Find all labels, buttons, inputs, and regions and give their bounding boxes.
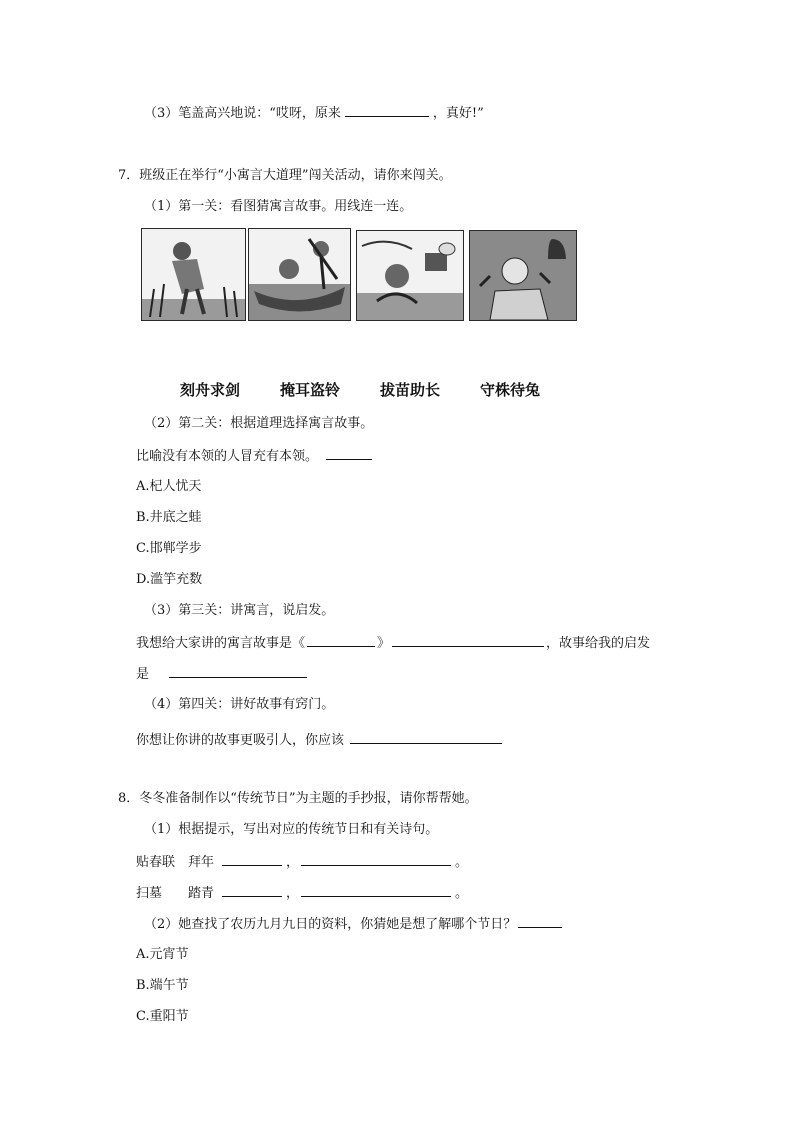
q8-row2-label: 扫墓 踏青: [136, 886, 215, 901]
q8-row1-festival-blank[interactable]: [222, 853, 282, 866]
q7-part2: （2）第二关：根据道理选择寓言故事。: [144, 416, 374, 431]
q7-option-c[interactable]: C.邯郸学步: [136, 541, 202, 556]
q7-part3-line1-b: 》: [377, 636, 391, 651]
q7-part3-line2: [136, 665, 311, 684]
q8-part2-text: （2）她查找了农历九月九日的资料，你猜她是想了解哪个节日？: [144, 917, 517, 932]
q8-row1-label: 贴春联 拜年: [136, 855, 215, 870]
q8-row2-end: 。: [455, 886, 469, 901]
q7-part4: （4）第四关：讲好故事有窍门。: [144, 697, 335, 712]
fable-label-1[interactable]: 刻舟求剑: [180, 381, 241, 399]
q7-inspiration-blank[interactable]: [169, 665, 307, 678]
fable-picture-3: [356, 230, 464, 321]
q8-row1-sep: ，: [286, 855, 300, 870]
q8-row2-poem-blank[interactable]: [301, 884, 451, 897]
q8-option-c[interactable]: C.重阳节: [136, 1009, 189, 1024]
q6-sub3-blank[interactable]: [345, 104, 429, 117]
q8-row2-sep: ，: [286, 886, 300, 901]
q7-part3: （3）第三关：讲寓言，说启发。: [144, 603, 335, 618]
q7-part4-question: [136, 731, 506, 750]
q8-row2-festival-blank[interactable]: [222, 884, 282, 897]
fable-label-3[interactable]: 拔苗助长: [380, 381, 441, 399]
q7-part2-blank[interactable]: [326, 447, 372, 460]
q7-part1: （1）第一关：看图猜寓言故事。用线连一连。: [144, 199, 413, 214]
q8-part2: [144, 915, 566, 934]
fable-picture-1: [141, 228, 246, 321]
farmer-pulling-seedlings-icon: [142, 229, 245, 320]
fable-picture-2: [248, 228, 351, 321]
q7-part2-question-text: 比喻没有本领的人冒充有本领。: [136, 449, 319, 464]
rabbit-stump-icon: [357, 231, 463, 320]
q7-part4-question-text: 你想让你讲的故事更吸引人，你应该: [136, 733, 345, 748]
q7-option-b[interactable]: B.井底之蛙: [136, 510, 202, 525]
q8-part2-blank[interactable]: [518, 915, 562, 928]
fable-label-2[interactable]: 掩耳盗铃: [280, 381, 341, 399]
q7-story-title-blank[interactable]: [307, 634, 375, 647]
q7-story-blank-2[interactable]: [392, 634, 544, 647]
q7-part3-line1-a: 我想给大家讲的寓言故事是《: [136, 636, 306, 651]
q7-option-a[interactable]: A.杞人忧天: [136, 479, 202, 494]
q6-sub3-line: [144, 104, 484, 123]
q6-sub3-suffix: ，真好!”: [432, 106, 484, 121]
q8-row1: [136, 853, 468, 872]
q8-row1-poem-blank[interactable]: [301, 853, 451, 866]
q8-row2: [136, 884, 468, 903]
fable-picture-4: [469, 230, 577, 321]
q7-part4-blank[interactable]: [350, 731, 502, 744]
q8-part1: （1）根据提示，写出对应的传统节日和有关诗句。: [144, 822, 439, 837]
q7-part3-line1: [136, 634, 650, 653]
q7-part2-question: [136, 447, 376, 466]
q8-option-b[interactable]: B.端午节: [136, 978, 189, 993]
q6-sub3-prefix: （3）笔盖高兴地说：“哎呀，原来: [144, 106, 341, 121]
q7-title: 7．班级正在举行“小寓言大道理”闯关活动，请你来闯关。: [118, 168, 452, 183]
q8-row1-end: 。: [455, 855, 469, 870]
fable-label-4[interactable]: 守株待兔: [480, 381, 541, 399]
q7-option-d[interactable]: D.滥竽充数: [136, 572, 203, 587]
q7-part3-line1-c: ，故事给我的启发: [546, 636, 651, 651]
bell-thief-icon: [470, 231, 576, 320]
q8-title: 8．冬冬准备制作以“传统节日”为主题的手抄报，请你帮帮她。: [118, 791, 478, 806]
q8-option-a[interactable]: A.元宵节: [136, 947, 189, 962]
q7-part3-line2-text: 是: [136, 667, 150, 682]
boat-sword-icon: [249, 229, 350, 320]
